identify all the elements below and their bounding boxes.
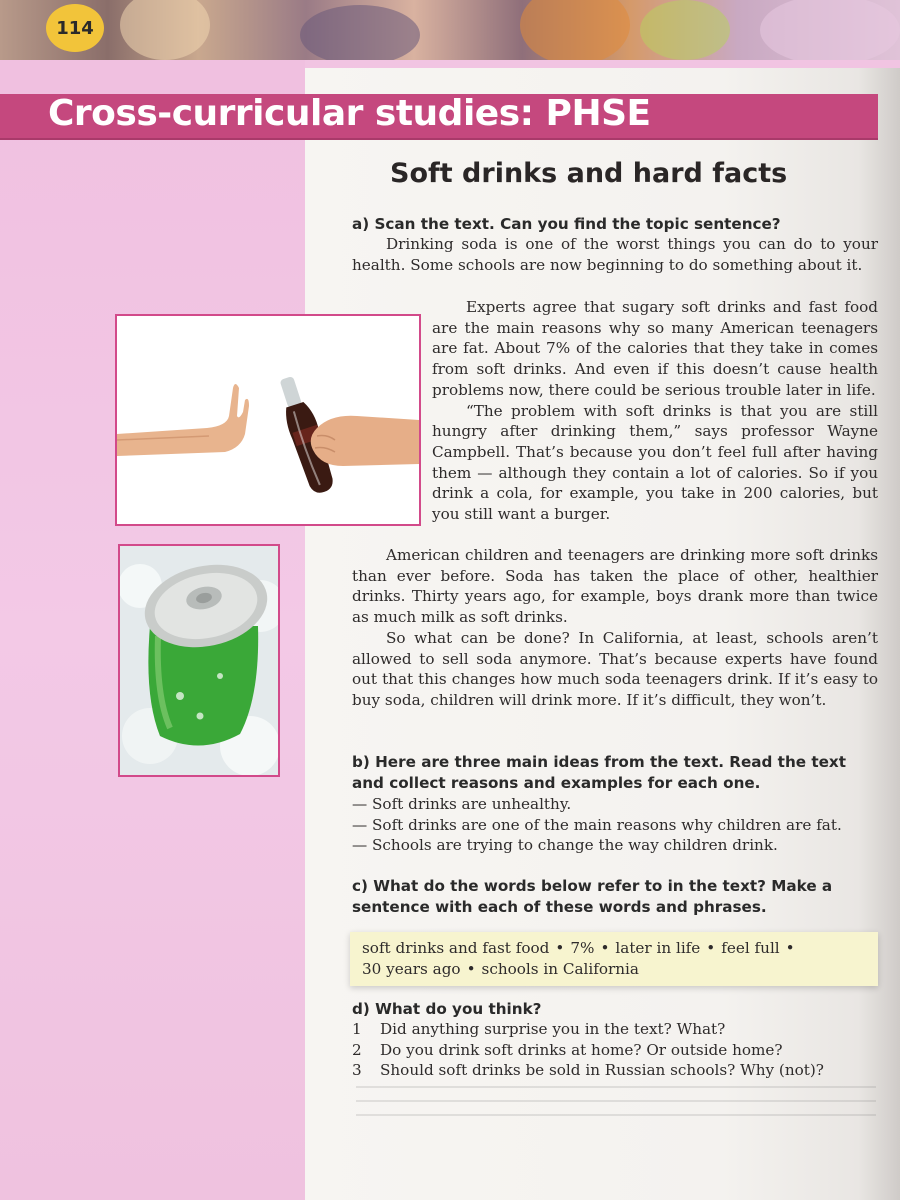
- task-a-instruction: a) Scan the text. Can you find the topic sentence?: [352, 215, 781, 233]
- questions-list: [352, 1019, 824, 1081]
- page-number-badge: 114: [46, 4, 104, 52]
- phrase-list: [362, 938, 872, 979]
- phrase: schools in California: [481, 959, 639, 978]
- phrase: feel full: [721, 939, 780, 957]
- show-through-text: [356, 1086, 876, 1126]
- list-item: [352, 1040, 824, 1061]
- separator: •: [466, 959, 476, 978]
- question-number: 3: [352, 1061, 362, 1080]
- question-text: Should soft drinks be sold in Russian schools? Why (not)?: [380, 1061, 824, 1080]
- article-paragraph-1: Drinking soda is one of the worst things you can do to your health. Some schools are now beginning to do something about it.: [352, 235, 878, 274]
- green-soda-can-on-ice-photo: [118, 544, 280, 777]
- list-item: — Soft drinks are one of the main reasons why children are fat.: [352, 815, 842, 834]
- phrase: 7%: [570, 939, 595, 957]
- section-title: Cross-curricular studies: PHSE: [48, 93, 651, 134]
- task-b-instruction: b) Here are three main ideas from the text. Read the text and collect reasons and examples for each one.: [352, 753, 846, 792]
- article-title: Soft drinks and hard facts: [390, 158, 788, 189]
- top-photo-banner: [0, 0, 900, 60]
- phrase-box: [350, 932, 878, 986]
- phrase: later in life: [615, 939, 701, 957]
- hand-refusing-cola-bottle-photo: [115, 314, 421, 526]
- article-paragraph-2-3: Experts agree that sugary soft drinks and fast food are the main reasons why so many American teenagers are fat. About 7% of the calories that they take in comes from soft drinks. And even if this doesn’t cause health problems now, there could be serious trouble later in life. “The problem with soft drinks is that you are still hungry after drinking them,” says professor Wayne Campbell. That’s because you don’t feel full after having them — although they contain a lot of calories. So if you drink a cola, for example, you take in 200 calories, but you still want a burger.: [432, 298, 878, 524]
- list-item: [352, 1019, 824, 1040]
- list-item: [352, 1060, 824, 1081]
- separator: •: [555, 939, 565, 957]
- question-number: 1: [352, 1020, 362, 1038]
- separator: •: [785, 939, 795, 957]
- separator: •: [600, 939, 610, 957]
- phrase: 30 years ago: [362, 959, 461, 978]
- question-text: Do you drink soft drinks at home? Or outside home?: [380, 1040, 783, 1059]
- separator: •: [706, 939, 716, 957]
- question-text: Did anything surprise you in the text? What?: [380, 1020, 726, 1038]
- question-number: 2: [352, 1040, 362, 1059]
- article-paragraph-4-5: American children and teenagers are drinking more soft drinks than ever before. Soda has taken the place of other, healthier drinks. Thirty years ago, for example, boys drank more than twice as much milk as soft drinks. So what can be done? In California, at least, schools aren’t allowed to sell soda anymore. That’s because experts have found out that this changes how much soda teenagers drink. If it’s easy to buy soda, children will drink more. If it’s difficult, they won’t.: [352, 546, 878, 709]
- list-item: — Soft drinks are unhealthy.: [352, 795, 572, 813]
- main-ideas-list: [352, 794, 842, 856]
- list-item: — Schools are trying to change the way children drink.: [352, 836, 778, 855]
- task-c-instruction: c) What do the words below refer to in the text? Make a sentence with each of these words and phrases.: [352, 877, 833, 916]
- phrase: soft drinks and fast food: [362, 939, 550, 957]
- task-d-instruction: d) What do you think?: [352, 1000, 542, 1018]
